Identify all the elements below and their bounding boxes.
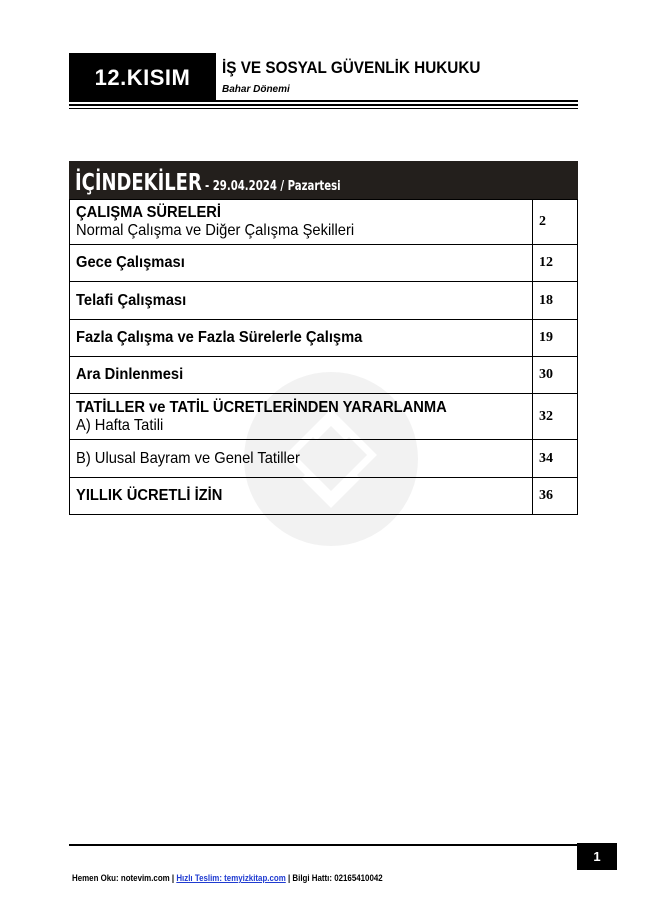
section-label: 12.KISIM	[94, 64, 191, 90]
toc-entry	[70, 320, 533, 357]
header-rule	[69, 104, 578, 106]
toc-entry-subtitle: B) Ulusal Bayram ve Genel Tatiller	[76, 449, 300, 467]
page-number-box	[577, 843, 617, 870]
toc-row[interactable]	[70, 440, 578, 478]
toc-row[interactable]	[70, 245, 578, 282]
toc-page-number: 2	[533, 200, 578, 245]
header-rule	[69, 108, 578, 109]
toc-entry	[70, 394, 533, 440]
toc-page-number: 12	[533, 245, 578, 282]
toc-row[interactable]	[70, 282, 578, 320]
footer-read-label: Hemen Oku: notevim.com	[72, 873, 170, 883]
toc-row[interactable]	[70, 478, 578, 515]
toc-entry-title: TATİLLER ve TATİL ÜCRETLERİNDEN YARARLANMA	[76, 398, 447, 416]
toc-entry	[70, 357, 533, 394]
toc-entry-subtitle: A) Hafta Tatili	[76, 416, 164, 434]
toc-entry-title: Gece Çalışması	[76, 254, 185, 271]
toc-heading: İÇİNDEKİLER	[75, 170, 202, 196]
toc-row[interactable]	[70, 357, 578, 394]
section-label-box	[69, 53, 216, 102]
toc-page-number: 18	[533, 282, 578, 320]
footer-delivery-link[interactable]: Hızlı Teslim: temyizkitap.com	[176, 873, 286, 883]
header-rule	[216, 100, 578, 102]
toc-entry-subtitle: Normal Çalışma ve Diğer Çalışma Şekilleri	[76, 222, 355, 239]
toc-entry-title: Ara Dinlenmesi	[76, 366, 184, 383]
toc-row[interactable]	[70, 320, 578, 357]
toc-page-number: 32	[533, 394, 578, 440]
toc-entry	[70, 282, 533, 320]
toc-page-number: 36	[533, 478, 578, 515]
toc-page-number: 30	[533, 357, 578, 394]
page-number: 1	[593, 849, 601, 864]
toc-page-number: 34	[533, 440, 578, 478]
footer-hotline-label: Bilgi Hattı: 02165410042	[292, 873, 383, 883]
toc-entry	[70, 478, 533, 515]
document-title: İŞ VE SOSYAL GÜVENLİK HUKUKU	[222, 58, 481, 77]
toc-entry	[70, 200, 533, 245]
toc-table	[69, 199, 578, 515]
document-subtitle: Bahar Dönemi	[222, 84, 290, 95]
toc-row[interactable]	[70, 394, 578, 440]
toc-row[interactable]	[70, 200, 578, 245]
toc-entry-title: ÇALIŞMA SÜRELERİ	[76, 204, 222, 221]
toc-entry-title: Fazla Çalışma ve Fazla Sürelerle Çalışma	[76, 329, 363, 346]
footer-separator: |	[169, 873, 177, 883]
toc-entry	[70, 440, 533, 478]
toc-heading-bar	[69, 161, 578, 199]
toc-entry	[70, 245, 533, 282]
toc-entry-title: Telafi Çalışması	[76, 291, 187, 309]
footer-text	[72, 873, 383, 883]
toc-entry-title: YILLIK ÜCRETLİ İZİN	[76, 487, 223, 504]
footer-separator: |	[285, 873, 293, 883]
toc-page-number: 19	[533, 320, 578, 357]
footer-rule	[69, 844, 578, 846]
toc-date: - 29.04.2024 / Pazartesi	[204, 179, 341, 194]
